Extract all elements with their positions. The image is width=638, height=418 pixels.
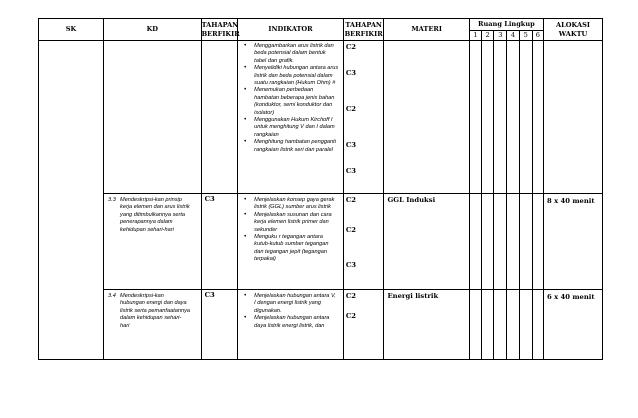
- indikator-cell: [238, 290, 344, 360]
- tahapan1-cell: C3: [201, 290, 238, 360]
- tahapan-value: C3: [345, 261, 356, 269]
- ruang-lingkup-number: 3: [494, 31, 507, 41]
- tahapan2-cell: [343, 41, 384, 194]
- kd-cell: [104, 194, 202, 290]
- materi-cell: [384, 41, 469, 194]
- tahapan-value: C2: [345, 196, 356, 204]
- kd-cell: [104, 290, 202, 360]
- ruang-lingkup-number: 5: [519, 31, 532, 41]
- indicator-item: • Menjelaskan hubungan antara daya listrik energi listrik, dan: [238, 315, 339, 330]
- waktu-cell: 8 x 40 menit: [543, 194, 602, 290]
- table-row: [39, 41, 603, 194]
- tahapan-value: C2: [345, 292, 356, 300]
- indicator-item: • Menggunakan Hukum Kirchoff I untuk menghitung V dan I dalam rangkaian: [238, 117, 339, 139]
- tahapan1-cell: [201, 41, 238, 194]
- ruang-lingkup-number: 6: [532, 31, 543, 41]
- header-indikator: INDIKATOR: [238, 19, 344, 41]
- indicator-item: • Menyelidiki hubungan antara arus listrik dan beda potensial dalam suatu rangkaian (Hukum Ohm) #: [238, 65, 339, 87]
- indicator-item: • Menjelaskan susunan dan cara kerja elemen listrik primer dan sekunder: [238, 212, 339, 234]
- waktu-cell: 6 x 40 menit: [543, 290, 602, 360]
- header-materi: MATERI: [384, 19, 469, 41]
- kd-text: Mendeskripsi-kan prinsip kerja elemen dan arus listrik yang ditimbulkannya serta penerapannya dalam kehidupan sehari-hari: [120, 197, 190, 233]
- tahapan-value: C2: [345, 105, 356, 113]
- tahapan-value: C3: [345, 141, 356, 149]
- indicator-item: • Menguku r tegangan antara kutub-kutub sumber tegangan dan tegangan jepit (tegangan terpakai): [238, 234, 339, 264]
- waktu-cell: [543, 41, 602, 194]
- table-row: [39, 194, 603, 290]
- indicator-list: [238, 293, 343, 330]
- kd-number: 3.3: [108, 197, 116, 203]
- tahapan2-cell: [343, 194, 384, 290]
- indikator-cell: [238, 194, 344, 290]
- header-alokasi-waktu: ALOKASI WAKTU: [543, 19, 602, 41]
- table-row: [39, 290, 603, 360]
- header-kd: KD: [104, 19, 202, 41]
- indicator-item: • Menjelaskan konsep gaya gerak listrik (GGL) sumber arus listrik: [238, 197, 339, 212]
- kd-cell: [104, 41, 202, 194]
- tahapan2-cell: [343, 290, 384, 360]
- tahapan-value: C2: [345, 43, 356, 51]
- syllabus-table: [38, 18, 603, 360]
- indicator-item: • Menemukan perbedaan hambatan beberapa jenis bahan (konduktor, semi konduktor dan isolator): [238, 87, 339, 117]
- indicator-list: [238, 197, 343, 264]
- indicator-item: • Menggambarkan arus listrik dan beda potensial dalam bentuk tabel dan grafik.: [238, 43, 339, 65]
- tahapan-value: C3: [345, 69, 356, 77]
- indicator-item: • Menjelaskan hubungan antara V, I dengan energi listrik yang digunakan.: [238, 293, 339, 315]
- sk-cell: [39, 41, 104, 360]
- tahapan-value: C2: [345, 312, 356, 320]
- ruang-lingkup-number: 2: [482, 31, 494, 41]
- tahapan-value: C2: [345, 226, 356, 234]
- tahapan1-cell: C3: [201, 194, 238, 290]
- header-ruang-lingkup: Ruang Lingkup: [469, 19, 543, 31]
- ruang-lingkup-number: 4: [507, 31, 519, 41]
- materi-cell: GGL Induksi: [384, 194, 469, 290]
- indicator-list: [238, 43, 343, 154]
- indicator-item: • Menghitung hambatan pengganti rangkaian listrik seri dan paralel: [238, 139, 339, 154]
- indikator-cell: [238, 41, 344, 194]
- header-tahapan-berfikir-2: TAHAPAN BERFIKIR: [343, 19, 384, 41]
- kd-text: Mendeskripsi-kan hubungan energi dan daya listrik serta pemanfaatannya dalam kehidupan sehari-hari: [120, 293, 190, 329]
- ruang-lingkup-number: 1: [469, 31, 481, 41]
- materi-cell: Energi listrik: [384, 290, 469, 360]
- header-sk: SK: [39, 19, 104, 41]
- kd-number: 3.4: [108, 293, 116, 299]
- tahapan-value: C3: [345, 167, 356, 175]
- header-tahapan-berfikir-1: TAHAPAN BERFIKIR: [201, 19, 238, 41]
